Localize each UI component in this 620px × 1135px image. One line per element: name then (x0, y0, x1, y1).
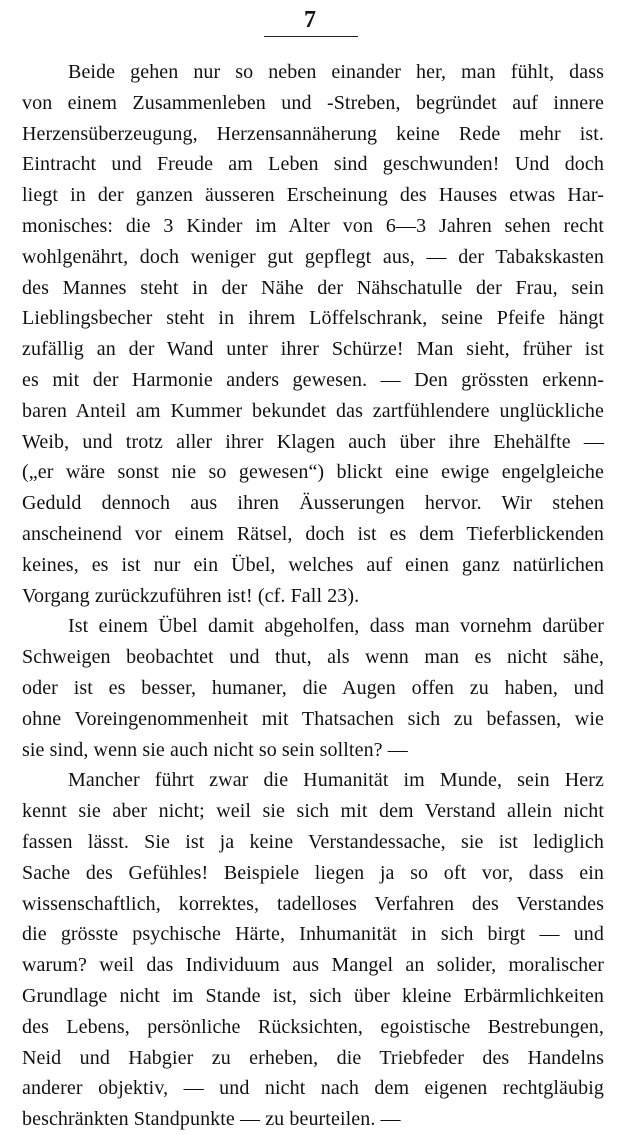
text-line: es mit der Harmonie anders gewesen. — Den grössten erkenn- (22, 368, 604, 391)
text-line: beschränkten Standpunkte — zu beurteilen. — (22, 1108, 401, 1131)
text-line: Weib, und trotz aller ihrer Klagen auch über ihre Ehehälfte — (22, 430, 604, 453)
paragraph (22, 611, 604, 765)
header-rule (264, 36, 358, 37)
paragraph (22, 765, 604, 1135)
text-line: Neid und Habgier zu erheben, die Triebfeder des Handelns (22, 1046, 604, 1069)
text-line: wohlgenährt, doch weniger gut gepflegt aus, — der Tabakskasten (22, 245, 604, 268)
text-line: Beide gehen nur so neben einander her, man fühlt, dass (68, 61, 604, 83)
text-line: Grundlage nicht im Stande ist, sich über kleine Erbärmlichkeiten (22, 984, 604, 1007)
text-line: warum? weil das Individuum aus Mangel an solider, moralischer (22, 954, 604, 977)
paragraph (22, 57, 604, 611)
text-line: anderer objektiv, — und nicht nach dem eigenen rechtgläubig (22, 1077, 604, 1100)
text-line: keines, es ist nur ein Übel, welches auf einen ganz natürlichen (22, 553, 604, 576)
text-line: wissenschaftlich, korrektes, tadelloses Verfahren des Verstandes (22, 892, 604, 915)
text-line: Ist einem Übel damit abgeholfen, dass man vornehm darüber (68, 615, 604, 638)
text-line: („er wäre sonst nie so gewesen“) blickt eine ewige engelgleiche (22, 461, 604, 484)
text-line: oder ist es besser, humaner, die Augen offen zu haben, und (22, 676, 604, 699)
text-line: zufällig an der Wand unter ihrer Schürze! Man sieht, früher ist (22, 338, 604, 361)
text-line: fassen lässt. Sie ist ja keine Verstandessache, sie ist lediglich (22, 830, 604, 853)
text-line: baren Anteil am Kummer bekundet das zartfühlendere unglückliche (22, 399, 604, 422)
text-line: Lieblingsbecher steht in ihrem Löffelschrank, seine Pfeife hängt (22, 307, 604, 330)
text-line: Herzensüberzeugung, Herzensannäherung keine Rede mehr ist. (22, 122, 604, 145)
text-line: die grösste psychische Härte, Inhumanität in sich birgt — und (22, 923, 604, 946)
text-line: liegt in der ganzen äusseren Erscheinung des Hauses etwas Har- (22, 184, 604, 207)
page-number: 7 (304, 7, 316, 33)
text-line: kennt sie aber nicht; weil sie sich mit dem Verstand allein nicht (22, 800, 604, 823)
text-line: monisches: die 3 Kinder im Alter von 6—3 Jahren sehen recht (22, 214, 604, 237)
text-line: anscheinend vor einem Rätsel, doch ist es dem Tieferblickenden (22, 522, 604, 545)
text-line: Sache des Gefühles! Beispiele liegen ja so oft vor, dass ein (22, 861, 604, 884)
text-line: ohne Voreingenommenheit mit Thatsachen sich zu befassen, wie (22, 707, 604, 730)
text-line: Vorgang zurückzuführen ist! (cf. Fall 23). (22, 584, 360, 607)
text-line: Mancher führt zwar die Humanität im Munde, sein Herz (68, 769, 604, 792)
text-line: sie sind, wenn sie auch nicht so sein sollten? — (22, 738, 408, 761)
text-line: Geduld dennoch aus ihren Äusserungen hervor. Wir stehen (22, 492, 604, 515)
text-line: des Mannes steht in der Nähe der Nähschatulle der Frau, sein (22, 276, 604, 299)
text-line: Eintracht und Freude am Leben sind geschwunden! Und doch (22, 153, 604, 176)
body-text (22, 57, 604, 1135)
text-line: Schweigen beobachtet und thut, als wenn man es nicht sähe, (22, 646, 604, 669)
text-line: des Lebens, persönliche Rücksichten, egoistische Bestrebungen, (22, 1015, 604, 1038)
text-line: von einem Zusammenleben und -Streben, begründet auf innere (22, 91, 604, 114)
